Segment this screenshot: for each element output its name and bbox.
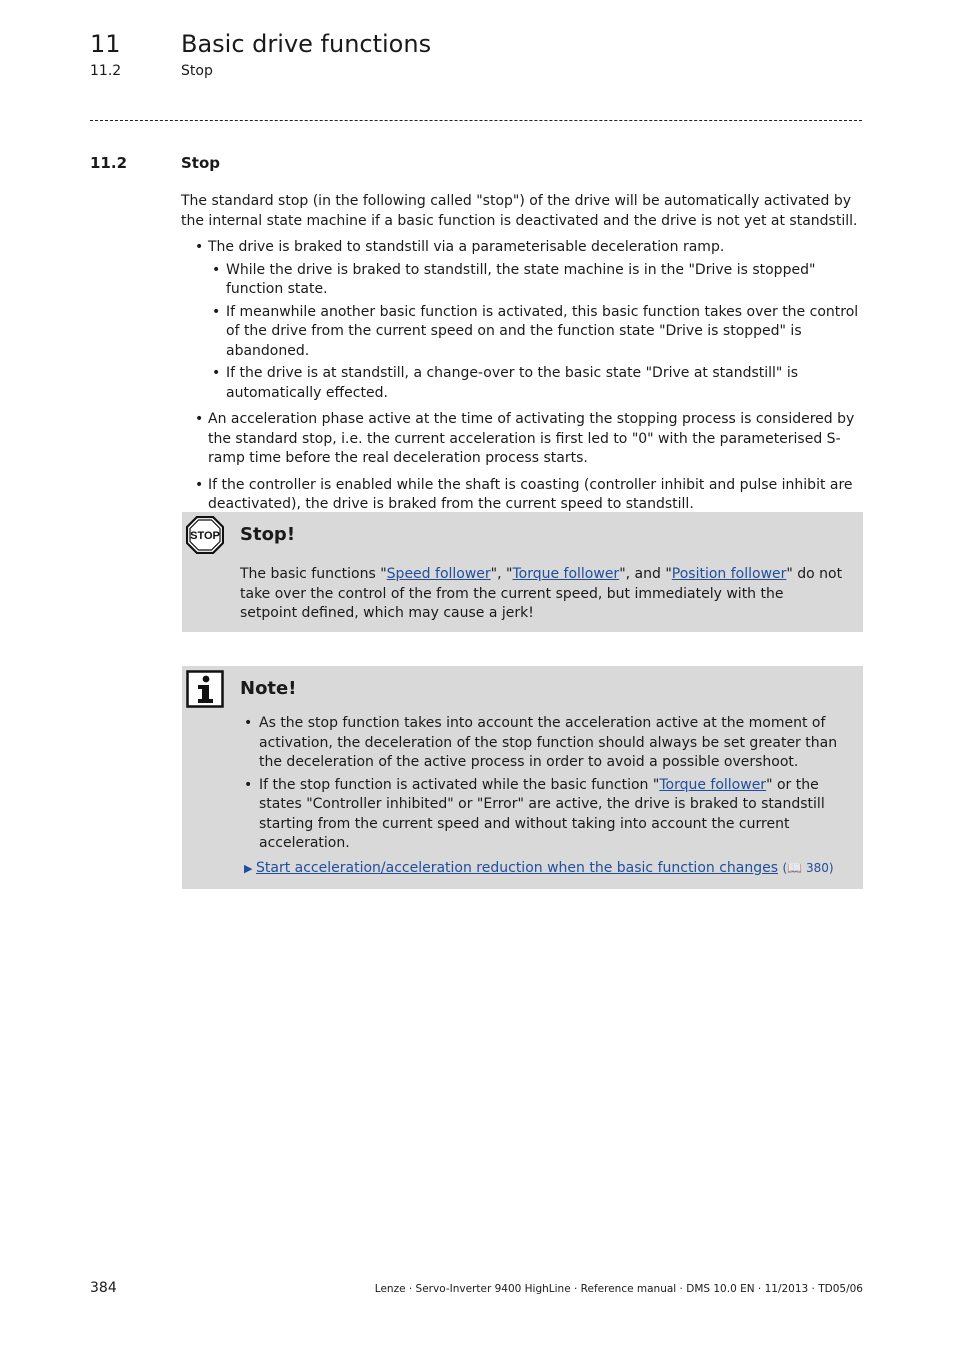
svg-text:STOP: STOP bbox=[190, 530, 220, 542]
list-item: • If meanwhile another basic function is activated, this basic function takes over the control of the drive from the current speed on and the function state "Drive is stopped" is abandoned. bbox=[212, 303, 859, 359]
section-title: Stop bbox=[181, 154, 221, 172]
list-item: • While the drive is braked to standstill, the state machine is in the "Drive is stopped" function state. bbox=[212, 261, 816, 297]
page-reference[interactable]: (📖 380) bbox=[782, 860, 834, 875]
header-divider bbox=[90, 120, 862, 121]
header-section-title: Stop bbox=[181, 63, 213, 79]
section-number: 11.2 bbox=[90, 154, 128, 172]
list-item: • As the stop function takes into account the acceleration active at the moment of activation, the deceleration of the stop function should always be set greater than the deceleration of the active process in order to avoid a possible overshoot. bbox=[244, 715, 838, 770]
bullet-list bbox=[181, 238, 863, 515]
speed-follower-link[interactable]: Speed follower bbox=[386, 566, 491, 582]
list-item: • If the controller is enabled while the shaft is coasting (controller inhibit and pulse inhibit are deactivated), the drive is braked from the current speed to standstill. bbox=[195, 476, 853, 512]
cross-reference bbox=[240, 859, 845, 879]
list-item: • The drive is braked to standstill via a parameterisable deceleration ramp. • While the drive is braked to standstill, the state machine is in the "Drive is stopped" function state. • If meanwhile another basic function is activated, this basic function takes over the control of the drive from the current speed on and the function state "Drive is stopped" is abandoned. • If the drive is at standstill, a change-over to the basic state "Drive at standstill" is automatically effected. bbox=[181, 238, 863, 403]
document-info: Lenze · Servo-Inverter 9400 HighLine · Reference manual · DMS 10.0 EN · 11/2013 · TD05/06 bbox=[374, 1283, 863, 1295]
list-item: • An acceleration phase active at the time of activating the stopping process is considered by the standard stop, i.e. the current acceleration is first led to "0" with the parameterised S-ramp time before the real deceleration process starts. bbox=[195, 411, 855, 466]
torque-follower-link[interactable]: Torque follower bbox=[659, 776, 767, 793]
sub-bullet-list bbox=[208, 261, 863, 404]
start-acceleration-link[interactable]: Start acceleration/acceleration reduction when the basic function changes bbox=[256, 859, 779, 876]
list-item: • If the drive is at standstill, a change-over to the basic state "Drive at standstill" is automatically effected. bbox=[212, 365, 798, 401]
torque-follower-link[interactable]: Torque follower bbox=[512, 566, 620, 582]
position-follower-link[interactable]: Position follower bbox=[671, 566, 787, 582]
book-icon: 📖 bbox=[787, 860, 803, 875]
chapter-number: 11 bbox=[90, 30, 121, 58]
note-heading: Note! bbox=[240, 678, 297, 699]
stop-heading: Stop! bbox=[240, 524, 296, 545]
page-number: 384 bbox=[90, 1280, 117, 1296]
stop-text: The basic functions "Speed follower", "Torque follower", and "Position follower" do not take over the control of the from the current speed, but immediately with the setpoint defined, which may cause a jerk! bbox=[240, 566, 843, 621]
note-body bbox=[240, 714, 845, 878]
arrow-right-icon: ▶ bbox=[244, 861, 253, 875]
chapter-title: Basic drive functions bbox=[181, 30, 432, 58]
stop-sign-icon bbox=[186, 516, 224, 561]
list-item: • If the stop function is activated while the basic function "Torque follower" or the states "Controller inhibited" or "Error" are active, the drive is braked to standstill starting from the current speed and without taking into account the current acceleration. bbox=[244, 776, 825, 851]
info-icon bbox=[186, 670, 224, 715]
intro-paragraph: The standard stop (in the following called "stop") of the drive will be automatically activated by the internal state machine if a basic function is deactivated and the drive is not yet at standstill. bbox=[181, 193, 858, 229]
stop-warning-box bbox=[182, 512, 863, 632]
note-list bbox=[240, 714, 845, 854]
header-section-number: 11.2 bbox=[90, 63, 122, 79]
note-box bbox=[182, 666, 863, 889]
section-body bbox=[181, 192, 863, 522]
